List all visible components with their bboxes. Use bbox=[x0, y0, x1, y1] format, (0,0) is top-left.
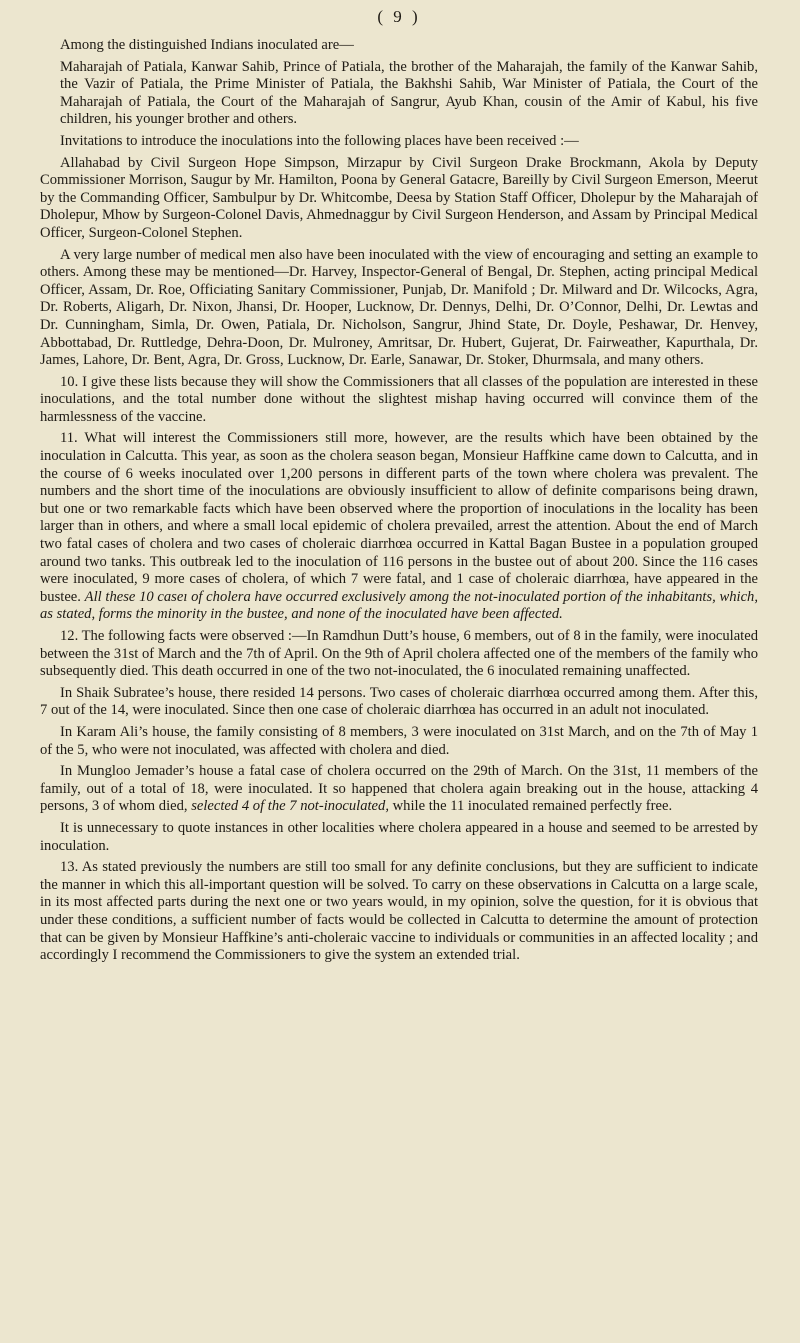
paragraph-text: Allahabad by Civil Surgeon Hope Simpson, Mirzapur by Civil Surgeon Drake Brockmann, Akola by Deputy Commissioner Morrison, Saugur by Mr. Hamilton, Poona by General Gatacre, Bareilly by Civil Surgeon Emerson, Meerut by the Commanding Officer, Sambulpur by Dr. Whitcombe, Deesa by Station Staff Officer, Dholepur by the Maharajah of Dholepur, Mhow by Surgeon-Colonel Davis, Ahmednaggur by Civil Surgeon Henderson, and Assam by Principal Medical Officer, Surgeon-Colonel Stephen. bbox=[40, 154, 758, 241]
paragraph-text: 11. What will interest the Commissioners still more, however, are the results which have been obtained by the inoculation in Calcutta. This year, as soon as the cholera season began, Monsieur Haffkine came down to Calcutta, and in the course of 6 weeks inoculated over 1,200 persons in different parts of the town where cholera was prevalent. The numbers and the short time of the inoculations are obviously insufficient to allow of definite comparisons being drawn, but one or two remarkable facts which have been observed where the proportion of inoculations in the locality has been larger than in others, and where a small local epidemic of cholera prevailed, arrest the attention. About the end of March two fatal cases of cholera and two cases of choleraic diarrhœa occurred in Kattal Bagan Bustee in a population grouped around two tanks. This outbreak led to the inoculation of 116 persons in the bustee out of about 200. Since the 116 cases were inoculated, 9 more cases of cholera, of which 7 were fatal, and 1 case of choleraic diarrhœa, have appeared in the bustee. bbox=[40, 430, 758, 605]
paragraph-text: In Shaik Subratee’s house, there resided 14 persons. Two cases of choleraic diarrhœa occurred among them. After this, 7 out of the 14, were inoculated. Since then one case of choleraic diarrhœa has occurred in an adult not inoculated. bbox=[40, 684, 758, 719]
paragraph-karam-ali bbox=[40, 724, 758, 759]
paragraph-12-ramdhun-dutt bbox=[40, 628, 758, 681]
paragraph-text: 12. The following facts were observed :—In Ramdhun Dutt’s house, 6 members, out of 8 in the family, were inoculated between the 31st of March and the 7th of April. On the 9th of April cholera affected one of the members of the family who subsequently died. This death occurred in one of the two not-inoculated, the 6 inoculated remaining unaffected. bbox=[40, 628, 758, 680]
paragraph-other-localities bbox=[40, 820, 758, 855]
paragraph-text: A very large number of medical men also have been inoculated with the view of encouraging and setting an example to others. Among these may be mentioned—Dr. Harvey, Inspector-General of Bengal, Dr. Stephen, acting principal Medical Officer, Assam, Dr. Roe, Officiating Sanitary Commissioner, Punjab, Dr. Manifold ; Dr. Milward and Dr. Wilcocks, Agra, Dr. Roberts, Aligarh, Dr. Nixon, Jhansi, Dr. Hooper, Lucknow, Dr. Dennys, Delhi, Dr. O’Connor, Delhi, Dr. Lewtas and Dr. Cunningham, Simla, Dr. Owen, Patiala, Dr. Nicholson, Sangrur, Jhind State, Dr. Doyle, Peshawar, Dr. Henvey, Abbottabad, Dr. Ruttledge, Dehra-Doon, Dr. Mulroney, Amritsar, Dr. Hubert, Gujerat, Dr. Fairweather, Kapurthala, Dr. James, Lahore, Dr. Bent, Agra, Dr. Gross, Lucknow, Dr. Earle, Sanawar, Dr. Stoker, Dhurmsala, and many others. bbox=[40, 246, 758, 369]
paragraph-text: It is unnecessary to quote instances in other localities where cholera appeared in a house and seemed to be arrested by inoculation. bbox=[40, 819, 758, 854]
paragraph-invitations-intro bbox=[40, 133, 758, 151]
paragraph-text: In Karam Ali’s house, the family consisting of 8 members, 3 were inoculated on 31st March, and on the 7th of May 1 of the 5, who were not inoculated, was affected with cholera and died. bbox=[40, 723, 758, 758]
paragraph-mungloo-jemader bbox=[40, 763, 758, 816]
page-number: ( 9 ) bbox=[377, 7, 421, 26]
paragraph-text: Maharajah of Patiala, Kanwar Sahib, Prince of Patiala, the brother of the Maharajah, the family of the Kanwar Sahib, the Vazir of Patiala, the Prime Minister of Patiala, the Bakhshi Sahib, War Minister of Patiala, the Court of the Maharajah of Patiala, the Court of the Maharajah of Sangrur, Ayub Khan, cousin of the Amir of Kabul, his five children, his younger brother and others. bbox=[60, 58, 758, 128]
paragraph-text: 13. As stated previously the numbers are still too small for any definite conclusions, but they are sufficient to indicate the manner in which this all-important question will be solved. To carry on these observations in Calcutta on a large scale, in its most affected parts during the next one or two years would, in my opinion, solve the question, for it is obvious that under these conditions, a sufficient number of facts would be collected in Calcutta to determine the amount of protection that can be given by Monsieur Haffkine’s anti-choleraic vaccine to individuals or communities in an affected locality ; and accordingly I recommend the Commissioners to give the system an extended trial. bbox=[40, 859, 758, 964]
paragraph-11-calcutta-results bbox=[40, 430, 758, 624]
paragraph-text-tail: while the 11 inoculated remained perfectly free. bbox=[392, 798, 673, 815]
paragraph-shaik-subratee bbox=[40, 685, 758, 720]
paragraph-13-recommendation bbox=[40, 859, 758, 965]
paragraph-text: Invitations to introduce the inoculations into the following places have been received :— bbox=[60, 132, 579, 149]
paragraph-text: In Mungloo Jemader’s house a fatal case of cholera occurred on the 29th of March. On the 31st, 11 members of the family, out of a total of 18, were inoculated. It so happened that cholera again breaking out in the house, attacking 4 persons, 3 of whom died, bbox=[40, 763, 758, 815]
paragraph-emphasis: All these 10 caseı of cholera have occurred exclusively among the not-inoculated portion of the inhabitants, which, as stated, forms the minority in the bustee, and none of the inoculated have been affected. bbox=[40, 588, 758, 623]
paragraph-emphasis: selected 4 of the 7 not-inoculated, bbox=[191, 798, 389, 815]
paragraph-medical-men bbox=[40, 247, 758, 370]
paragraph-distinguished-indians-intro bbox=[40, 37, 758, 55]
paragraph-invitations-list bbox=[40, 155, 758, 243]
paragraph-distinguished-indians-list bbox=[40, 59, 758, 129]
paragraph-text: Among the distinguished Indians inoculated are— bbox=[60, 37, 354, 53]
paragraph-text: 10. I give these lists because they will show the Commissioners that all classes of the population are interested in these inoculations, and the total number done without the slightest mishap having occurred will convince them of the harmlessness of the vaccine. bbox=[40, 373, 758, 425]
paragraph-10-lists bbox=[40, 374, 758, 427]
